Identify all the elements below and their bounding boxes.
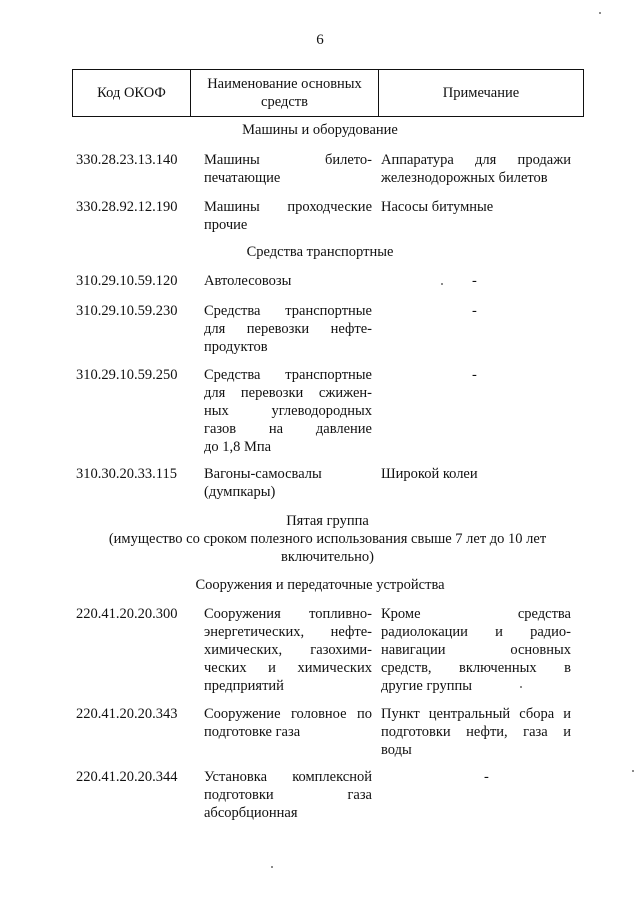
asset-name-line: подготовке газа — [204, 724, 301, 740]
scan-speck — [520, 686, 522, 688]
asset-note-line: Пункт центральный сбора и — [381, 706, 571, 722]
section-title-structures: Сооружения и передаточные устройства — [195, 577, 445, 593]
table-header — [72, 69, 584, 117]
okof-code: 220.41.20.20.343 — [76, 706, 178, 722]
asset-name-line: энергетических, нефте- — [204, 624, 372, 640]
asset-name — [204, 151, 372, 187]
asset-name-line: продуктов — [204, 339, 268, 355]
page-number: 6 — [316, 32, 324, 48]
asset-note-line: радиолокации и радио- — [381, 624, 571, 640]
group-subtitle: (имущество со сроком полезного использования свыше 7 лет до 10 лет — [108, 531, 547, 547]
group-subtitle: включительно) — [281, 549, 374, 565]
section-title-transport: Средства транспортные — [246, 244, 394, 260]
asset-note-line: навигации основных — [381, 642, 571, 658]
asset-name — [204, 465, 372, 501]
asset-name-line: Средства транспортные — [204, 303, 372, 319]
group-title: Пятая группа — [286, 513, 369, 529]
okof-code: 330.28.23.13.140 — [76, 152, 178, 168]
asset-name-line: Машины проходческие — [204, 199, 372, 215]
asset-note — [381, 605, 571, 695]
scan-speck — [441, 283, 443, 285]
asset-name — [204, 705, 372, 741]
asset-name — [204, 768, 372, 822]
asset-name — [204, 366, 372, 456]
asset-name — [204, 302, 372, 356]
asset-name-line: подготовки газа — [204, 787, 372, 803]
asset-name-line: химических, газохими- — [204, 642, 372, 658]
asset-name-line: абсорбционная — [204, 805, 298, 821]
scan-speck — [271, 866, 273, 868]
asset-note-line: Аппаратура для продажи — [381, 152, 571, 168]
header-note: Примечание — [442, 85, 520, 101]
asset-name-line: Машины билето- — [204, 152, 372, 168]
asset-note-line: Широкой колеи — [381, 466, 478, 482]
asset-note-line: воды — [381, 742, 412, 758]
asset-name-line: до 1,8 Мпа — [204, 439, 272, 455]
asset-name-line: Сооружение головное по — [204, 706, 372, 722]
asset-name-line: Средства транспортные — [204, 367, 372, 383]
okof-code: 310.30.20.33.115 — [76, 466, 177, 482]
header-name: Наименование основных средств — [191, 70, 379, 116]
asset-name — [204, 198, 372, 234]
asset-note — [381, 151, 571, 187]
okof-code: 310.29.10.59.230 — [76, 303, 178, 319]
asset-name-line: газов на давление — [204, 421, 372, 437]
section-title-machines: Машины и оборудование — [242, 122, 398, 138]
okof-code: 330.28.92.12.190 — [76, 199, 178, 215]
asset-name-line: Вагоны-самосвалы — [204, 466, 322, 482]
asset-note-line: железнодорожных билетов — [381, 170, 548, 186]
asset-note-dash: - — [472, 303, 477, 319]
scan-speck — [599, 12, 601, 14]
asset-note-line: средств, включенных в — [381, 660, 571, 676]
asset-note-line: подготовки нефти, газа и — [381, 724, 571, 740]
asset-name — [204, 605, 372, 695]
header-code: Код ОКОФ — [73, 70, 191, 116]
asset-name-line: печатающие — [204, 170, 281, 186]
asset-note-line: Насосы битумные — [381, 199, 494, 215]
asset-note-line: другие группы — [381, 678, 472, 694]
asset-name-line: ческих и химических — [204, 660, 372, 676]
okof-code: 220.41.20.20.300 — [76, 606, 178, 622]
asset-note — [381, 465, 571, 483]
asset-name-line: для перевозки сжижен- — [204, 385, 372, 401]
asset-note-dash: - — [472, 367, 477, 383]
asset-name-line: Сооружения топливно- — [204, 606, 372, 622]
okof-code: 220.41.20.20.344 — [76, 769, 178, 785]
asset-name-line: прочие — [204, 217, 248, 233]
okof-code: 310.29.10.59.120 — [76, 273, 178, 289]
asset-note — [381, 705, 571, 759]
scan-speck — [632, 770, 634, 772]
asset-name-line: ных углеводородных — [204, 403, 372, 419]
okof-code: 310.29.10.59.250 — [76, 367, 178, 383]
asset-name-line: Установка комплексной — [204, 769, 372, 785]
asset-name-line: (думпкары) — [204, 484, 276, 500]
asset-name-line: для перевозки нефте- — [204, 321, 372, 337]
asset-name-line: предприятий — [204, 678, 284, 694]
asset-note-line: Кроме средства — [381, 606, 571, 622]
asset-note-dash: - — [472, 273, 477, 289]
asset-name — [204, 272, 372, 290]
asset-note-dash: - — [484, 769, 489, 785]
asset-note — [381, 198, 571, 216]
asset-name-line: Автолесовозы — [204, 273, 292, 289]
